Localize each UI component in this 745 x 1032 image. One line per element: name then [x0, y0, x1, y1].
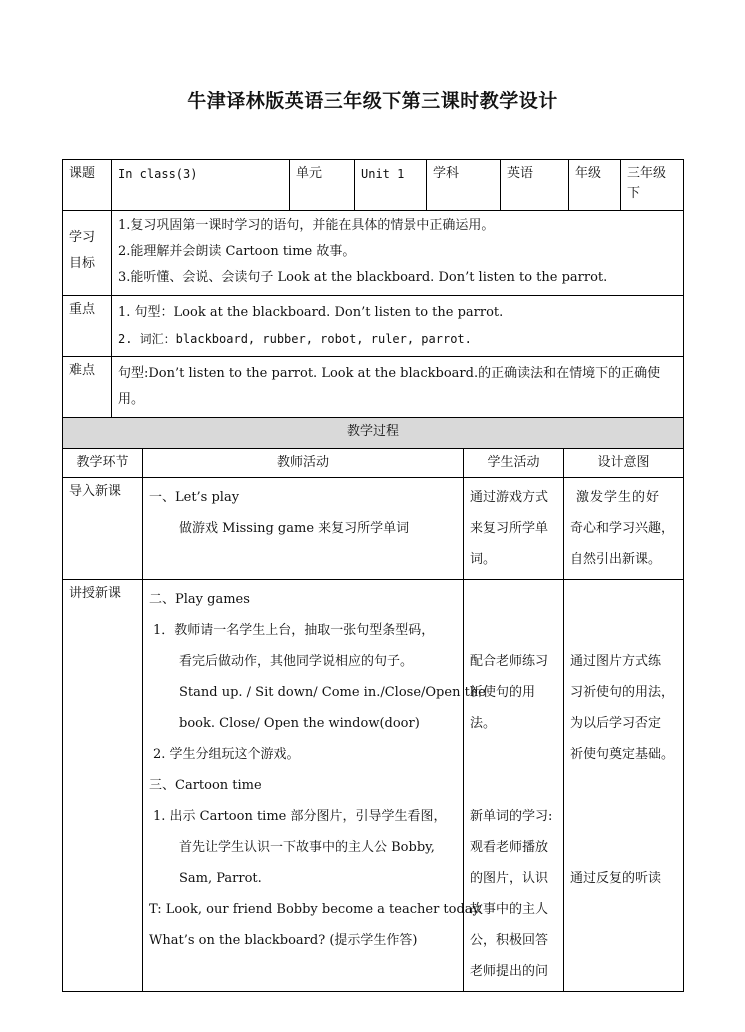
- student-line: 故事中的主人: [470, 902, 549, 917]
- student-line: 词。: [470, 552, 497, 567]
- teacher-line: 三、Cartoon time: [149, 778, 262, 793]
- student-line: 的图片，认识: [470, 871, 549, 886]
- objective-item: 2.能理解并会朗读 Cartoon time 故事。: [118, 244, 356, 259]
- key-point-item: 1. 句型：Look at the blackboard. Don’t listen to the parrot.: [118, 305, 504, 320]
- grade-value: 三年级下: [621, 160, 684, 211]
- objectives-cell: [112, 211, 684, 296]
- teacher-line: 1. 出示 Cartoon time 部分图片，引导学生看图，: [153, 809, 447, 824]
- teacher-line: What’s on the blackboard? (提示学生作答): [149, 933, 418, 948]
- objective-item: 1.复习巩固第一课时学习的语句，并能在具体的情景中正确运用。: [118, 218, 495, 233]
- process-table: [62, 417, 684, 992]
- subject-label: 学科: [427, 160, 501, 211]
- student-line: 通过游戏方式: [470, 490, 549, 505]
- stage-teach: 讲授新课: [63, 580, 143, 992]
- column-header: 教师活动: [143, 449, 464, 478]
- teacher-line: 看完后做动作，其他同学说相应的句子。: [179, 654, 414, 669]
- teacher-line: 1．教师请一名学生上台，抽取一张句型条型码，: [153, 623, 435, 638]
- course-value: In class(3): [112, 160, 290, 211]
- document-title: 牛津译林版英语三年级下第三课时教学设计: [187, 90, 558, 112]
- key-label: 重点: [63, 296, 112, 357]
- intent-teach: [564, 580, 684, 992]
- intent-line: 奇心和学习兴趣，: [570, 521, 675, 536]
- key-points-cell: [112, 296, 684, 357]
- student-activity-teach: [464, 580, 564, 992]
- teacher-activity-teach: [143, 580, 486, 992]
- intent-line: 通过反复的听读: [570, 871, 662, 886]
- grade-label: 年级: [569, 160, 621, 211]
- intent-line: 自然引出新课。: [570, 552, 662, 567]
- objective-item: 3.能听懂、会说、会读句子 Look at the blackboard. Don’t listen to the parrot.: [118, 270, 608, 285]
- teacher-line: Stand up. / Sit down/ Come in./Close/Open the: [179, 685, 486, 700]
- column-header: 教学环节: [63, 449, 143, 478]
- stage-intro: 导入新课: [63, 478, 143, 580]
- teacher-line: 一、Let’s play: [149, 490, 240, 505]
- student-line: 观看老师播放: [470, 840, 549, 855]
- student-line: 新单词的学习:: [470, 809, 553, 824]
- column-header: 设计意图: [564, 449, 684, 478]
- unit-value: Unit 1: [355, 160, 427, 211]
- intent-line: 为以后学习否定: [570, 716, 662, 731]
- teacher-line: book. Close/ Open the window(door): [179, 716, 420, 731]
- difficulty-label: 难点: [63, 357, 112, 433]
- intent-line: 祈使句奠定基础。: [570, 747, 675, 762]
- teacher-line: Sam, Parrot.: [179, 871, 262, 886]
- student-line: 祈使句的用法。: [470, 685, 536, 731]
- intent-intro: [564, 478, 684, 580]
- intent-line: 习祈使句的用法，: [570, 685, 675, 700]
- student-line: 来复习所学单: [470, 521, 549, 536]
- teacher-line: 做游戏 Missing game 来复习所学单词: [179, 521, 410, 536]
- difficulty-cell: 句型:Don’t listen to the parrot. Look at the blackboard.的正确读法和在情境下的正确使用。: [112, 357, 684, 433]
- course-label: 课题: [63, 160, 112, 211]
- student-line: 公，积极回答: [470, 933, 549, 948]
- teacher-line: 2. 学生分组玩这个游戏。: [153, 747, 300, 762]
- intent-line: 激发学生的好: [576, 490, 661, 505]
- intent-line: 通过图片方式练: [570, 654, 662, 669]
- teacher-line: 首先让学生认识一下故事中的主人公 Bobby,: [179, 840, 435, 855]
- student-activity-intro: [464, 478, 564, 580]
- teacher-line: T: Look, our friend Bobby become a teacher today.: [149, 902, 483, 917]
- subject-value: 英语: [501, 160, 569, 211]
- process-header: 教学过程: [63, 418, 684, 449]
- column-header: 学生活动: [464, 449, 564, 478]
- key-point-item: 2. 词汇：blackboard, rubber, robot, ruler, parrot.: [118, 332, 472, 346]
- objectives-label: 学习目标: [63, 211, 112, 296]
- student-line: 配合老师练习: [470, 654, 549, 669]
- teacher-line: 二、Play games: [149, 592, 250, 607]
- teacher-activity-intro: [143, 478, 464, 580]
- unit-label: 单元: [290, 160, 355, 211]
- student-line: 老师提出的问: [470, 964, 549, 979]
- info-table: [62, 159, 684, 433]
